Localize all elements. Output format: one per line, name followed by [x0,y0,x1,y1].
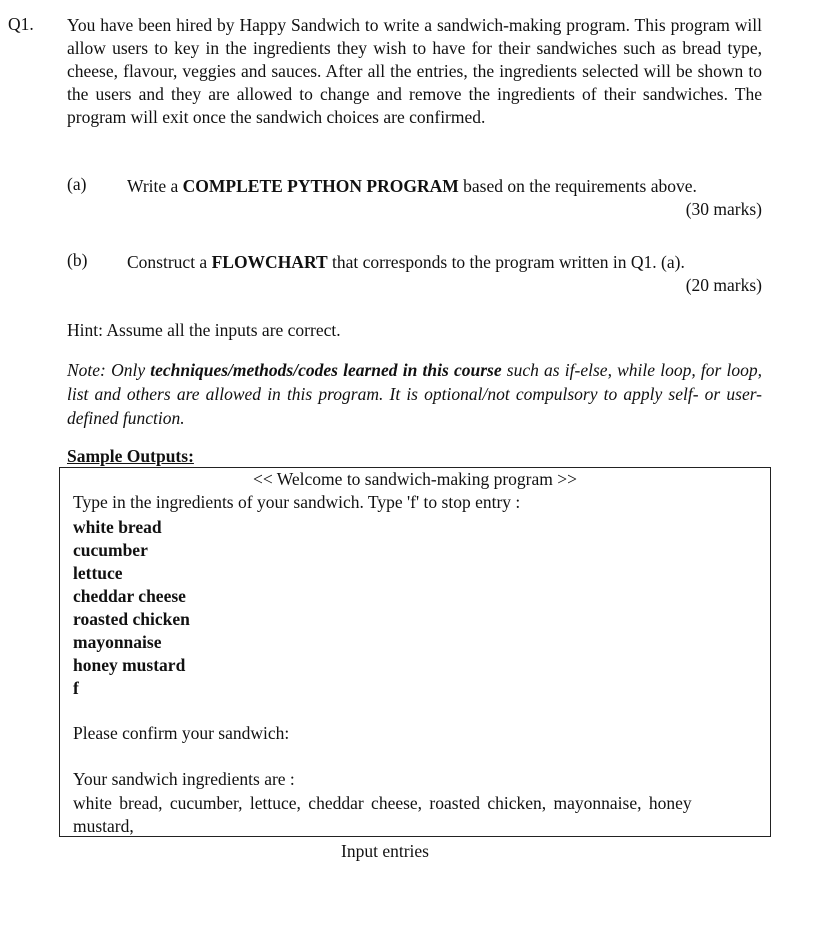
entry-item: cheddar cheese [73,586,186,606]
part-a-marks: (30 marks) [685,199,762,219]
entry-item: f [73,678,79,698]
part-b-text [127,250,762,275]
part-b-prefix: Construct a [127,252,208,272]
part-b-suffix: that corresponds to the program written in Q1. (a). [332,252,685,272]
entry-item: roasted chicken [73,609,190,629]
question-number: Q1. [8,14,34,34]
part-a-label: (a) [67,174,87,194]
entry-item: cucumber [73,540,148,560]
figure-caption: Input entries [341,841,429,861]
hint-text: Hint: Assume all the inputs are correct. [67,320,341,340]
sample-outputs-heading: Sample Outputs: [67,446,194,466]
part-b-marks: (20 marks) [685,275,762,295]
part-a-text [127,174,762,199]
result-value: white bread, cucumber, lettuce, cheddar cheese, roasted chicken, mayonnaise, honey mustard, [73,793,692,836]
part-a-prefix: Write a [127,176,179,196]
entry-item: mayonnaise [73,632,162,652]
part-b-emphasis: FLOWCHART [211,252,328,272]
question-intro: You have been hired by Happy Sandwich to write a sandwich-making program. This program will allow users to key in the ingredients they wish to have for their sandwiches such as bread type, cheese, flavour, veggies and sauces. After all the entries, the ingredients selected will be shown to the users and they are allowed to change and remove the ingredients of their sandwiches. The program will exit once the sandwich choices are confirmed. [67,15,762,127]
note-prefix: Note: Only [67,360,146,380]
part-b-label: (b) [67,250,88,270]
note-emphasis: techniques/methods/codes learned in this course [150,360,502,380]
note-text [67,358,762,430]
result-label: Your sandwich ingredients are : [73,769,295,789]
entry-item: white bread [73,517,162,537]
entry-item: lettuce [73,563,123,583]
entry-prompt: Type in the ingredients of your sandwich. Type 'f' to stop entry : [73,492,521,512]
part-b [67,250,762,298]
welcome-line: << Welcome to sandwich-making program >> [253,469,577,489]
sample-output-box [59,467,771,837]
confirm-line: Please confirm your sandwich: [73,723,290,743]
entry-list [73,516,190,700]
part-a [67,174,762,222]
entry-item: honey mustard [73,655,186,675]
part-a-emphasis: COMPLETE PYTHON PROGRAM [182,176,459,196]
note-suffix: such as if-else, while loop, for loop, list and others are allowed in this program. It is optional/not compulsory to apply self- or user-defined function. [67,360,762,428]
part-a-suffix: based on the requirements above. [463,176,697,196]
